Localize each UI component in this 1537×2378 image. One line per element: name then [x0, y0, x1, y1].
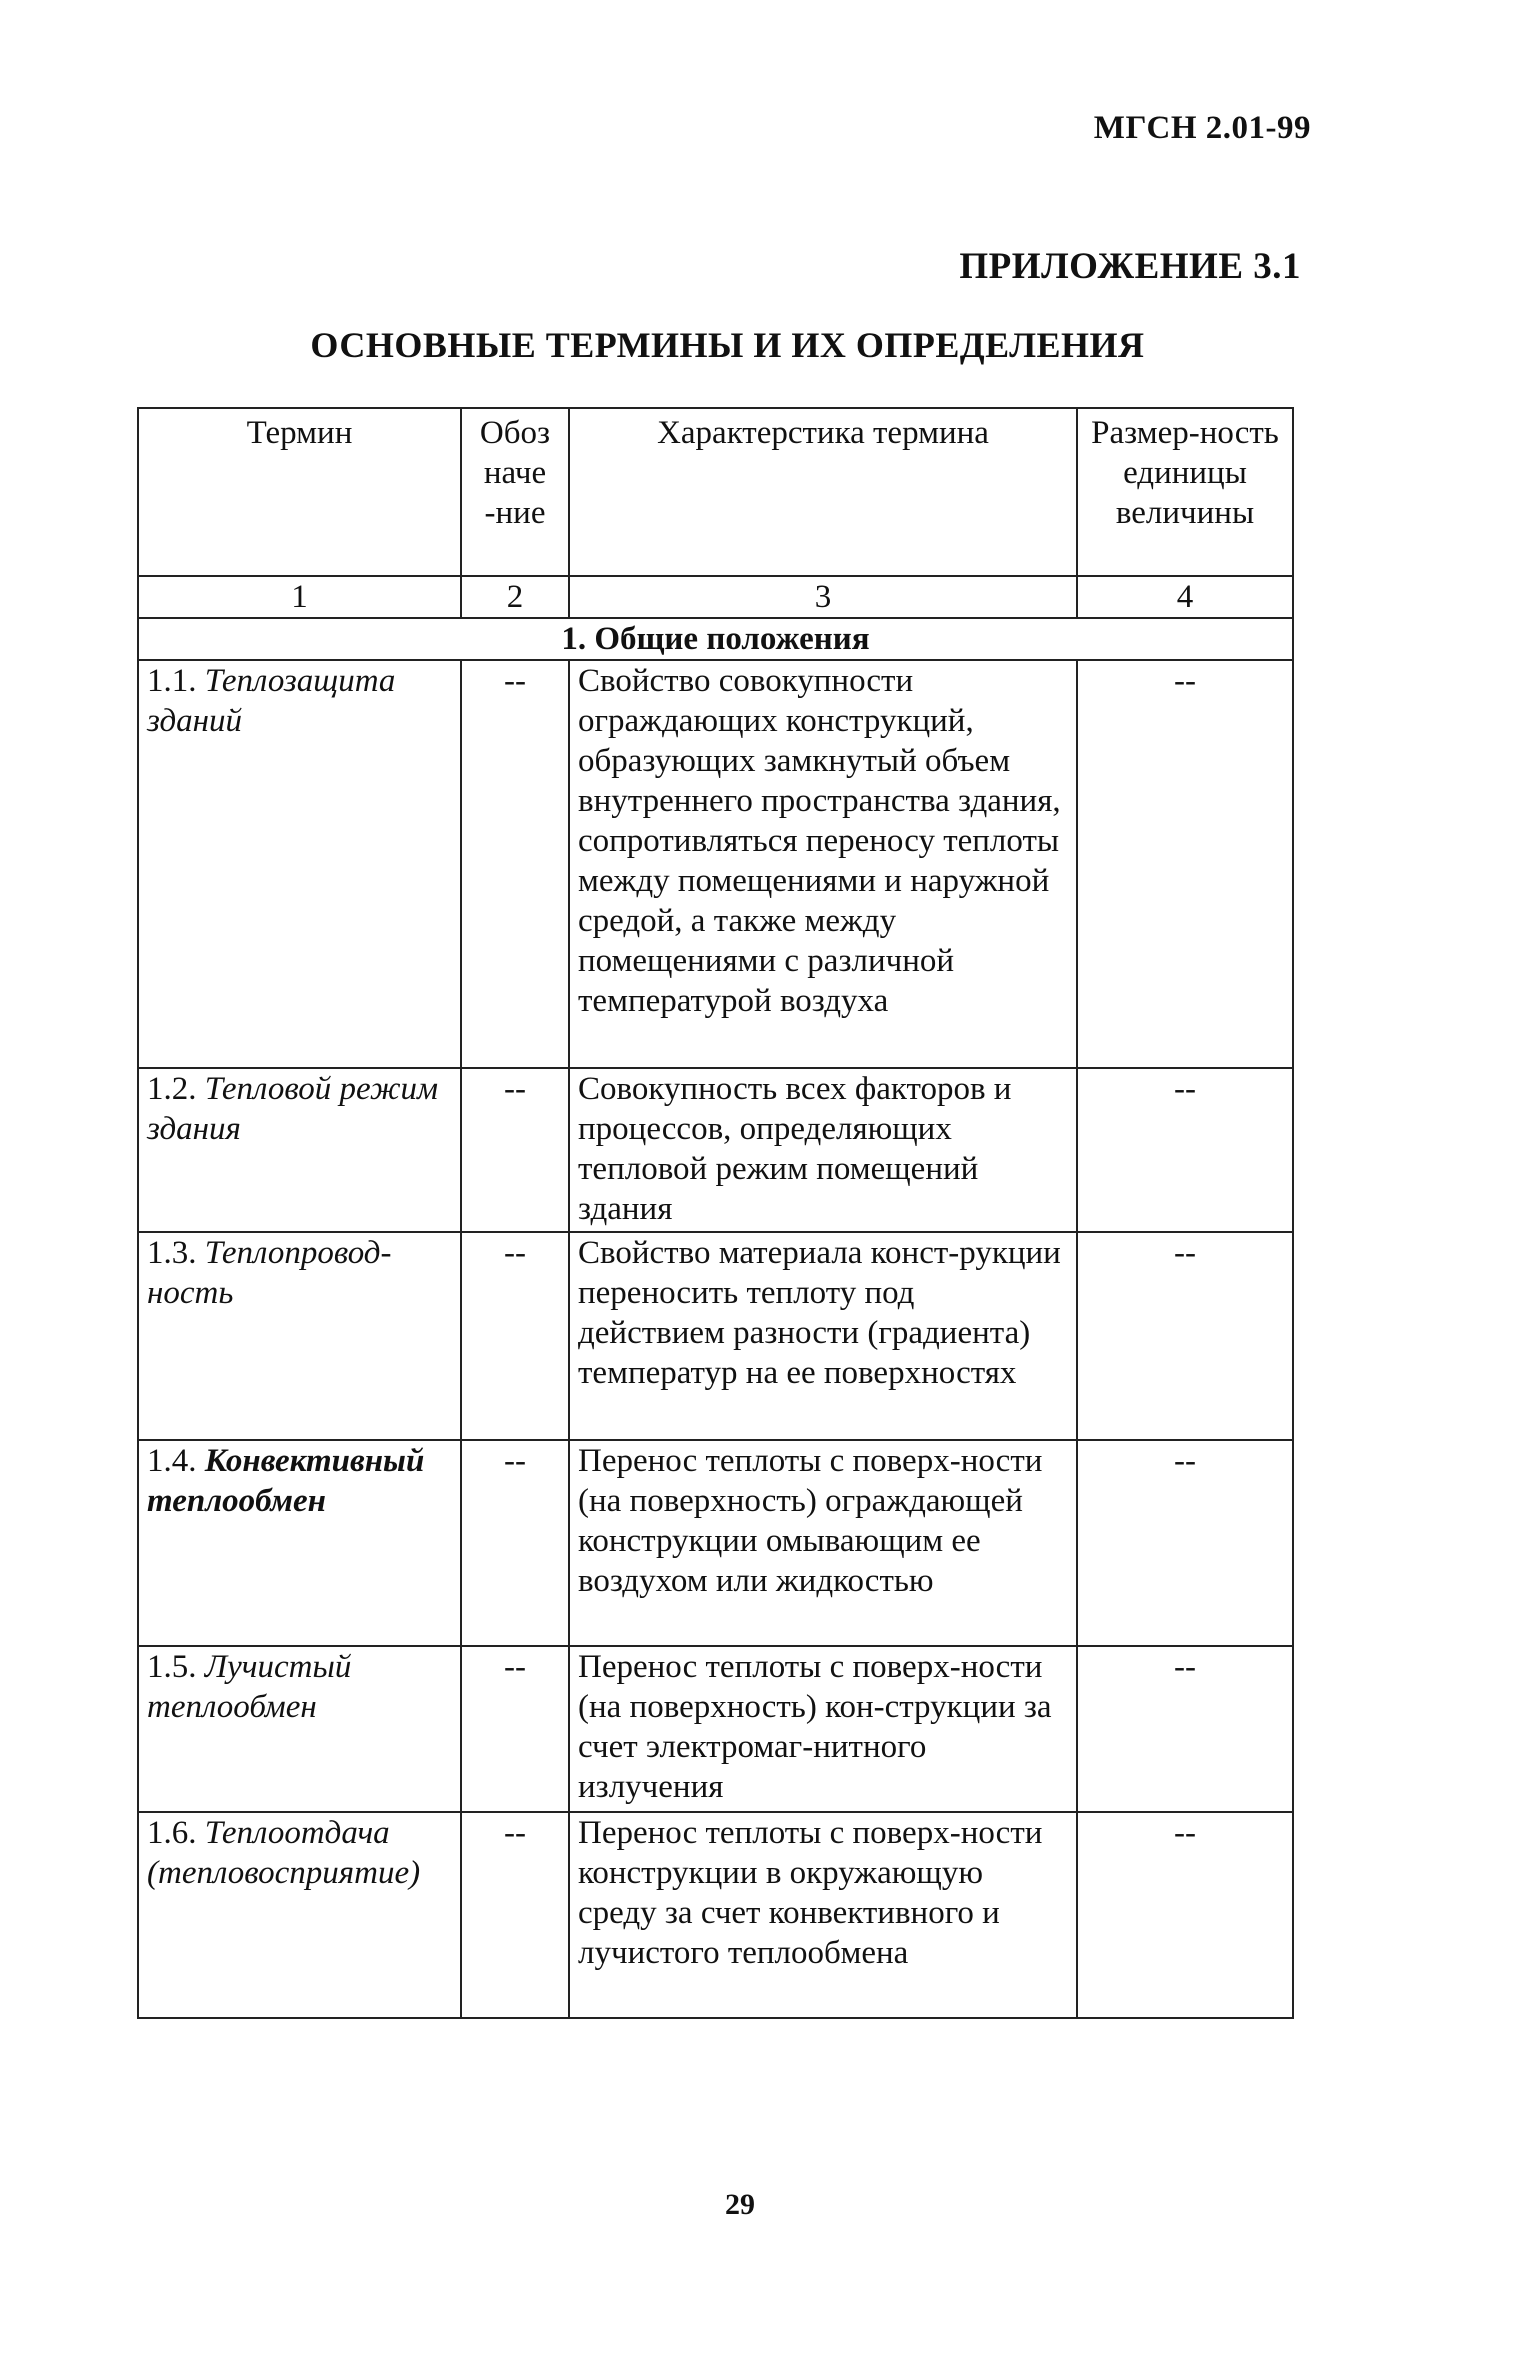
table-row [138, 660, 1293, 1068]
units-cell: -- [1077, 1646, 1293, 1812]
term-name: Конвективный теплообмен [147, 1443, 425, 1519]
description-cell: Совокупность всех факторов и процессов, определяющих тепловой режим помещений здания [569, 1068, 1077, 1232]
designation-cell: -- [461, 660, 569, 1068]
term-name: Лучистый теплообмен [147, 1649, 352, 1725]
units-cell: -- [1077, 1440, 1293, 1646]
units-cell: -- [1077, 1812, 1293, 2018]
header-designation: Обоз наче -ние [461, 408, 569, 576]
table-row [138, 1440, 1293, 1646]
term-cell [138, 1232, 461, 1440]
appendix-label: ПРИЛОЖЕНИЕ 3.1 [959, 246, 1301, 287]
units-cell: -- [1077, 1068, 1293, 1232]
page-title: ОСНОВНЫЕ ТЕРМИНЫ И ИХ ОПРЕДЕЛЕНИЯ [310, 325, 1145, 365]
units-cell: -- [1077, 1232, 1293, 1440]
designation-cell: -- [461, 1068, 569, 1232]
table-row [138, 1812, 1293, 2018]
column-number: 2 [461, 576, 569, 618]
column-number: 4 [1077, 576, 1293, 618]
term-cell [138, 1646, 461, 1812]
column-number-row [138, 576, 1293, 618]
header-description: Характерстика термина [569, 408, 1077, 576]
term-cell [138, 1440, 461, 1646]
term-cell [138, 1812, 461, 2018]
table-row [138, 1068, 1293, 1232]
table-row [138, 1232, 1293, 1440]
table-row [138, 1646, 1293, 1812]
term-number: 1.5. [147, 1649, 197, 1685]
designation-cell: -- [461, 1232, 569, 1440]
term-number: 1.4. [147, 1443, 197, 1479]
designation-cell: -- [461, 1812, 569, 2018]
description-cell: Перенос теплоты с поверх-ности конструкции в окружающую среду за счет конвективного и лучистого теплообмена [569, 1812, 1077, 2018]
term-name: Теплопровод-ность [147, 1235, 392, 1311]
description-cell: Свойство совокупности ограждающих конструкций, образующих замкнутый объем внутреннего пространства здания, сопротивляться переносу теплоты между помещениями и наружной средой, а также между помещениями с различной температурой воздуха [569, 660, 1077, 1068]
section-heading: 1. Общие положения [138, 618, 1293, 660]
page-number: 29 [725, 2188, 755, 2221]
description-cell: Свойство материала конст-рукции переносить теплоту под действием разности (градиента) температур на ее поверхностях [569, 1232, 1077, 1440]
term-name: Тепловой режим здания [147, 1071, 439, 1147]
header-term: Термин [138, 408, 461, 576]
section-heading-row [138, 618, 1293, 660]
header-units: Размер-ность единицы величины [1077, 408, 1293, 576]
terms-table [137, 407, 1294, 2019]
description-cell: Перенос теплоты с поверх-ности (на поверхность) кон-струкции за счет электромаг-нитного излучения [569, 1646, 1077, 1812]
designation-cell: -- [461, 1646, 569, 1812]
column-number: 1 [138, 576, 461, 618]
term-name: Теплозащита зданий [147, 663, 396, 739]
column-number: 3 [569, 576, 1077, 618]
term-number: 1.1. [147, 663, 197, 699]
term-name: Теплоотдача (тепловосприятие) [147, 1815, 421, 1891]
description-cell: Перенос теплоты с поверх-ности (на поверхность) ограждающей конструкции омывающим ее воздухом или жидкостью [569, 1440, 1077, 1646]
units-cell: -- [1077, 660, 1293, 1068]
term-cell [138, 1068, 461, 1232]
term-number: 1.6. [147, 1815, 197, 1851]
designation-cell: -- [461, 1440, 569, 1646]
document-code: МГСН 2.01-99 [1093, 110, 1311, 146]
term-cell [138, 660, 461, 1068]
term-number: 1.2. [147, 1071, 197, 1107]
term-number: 1.3. [147, 1235, 197, 1271]
table-header-row [138, 408, 1293, 576]
